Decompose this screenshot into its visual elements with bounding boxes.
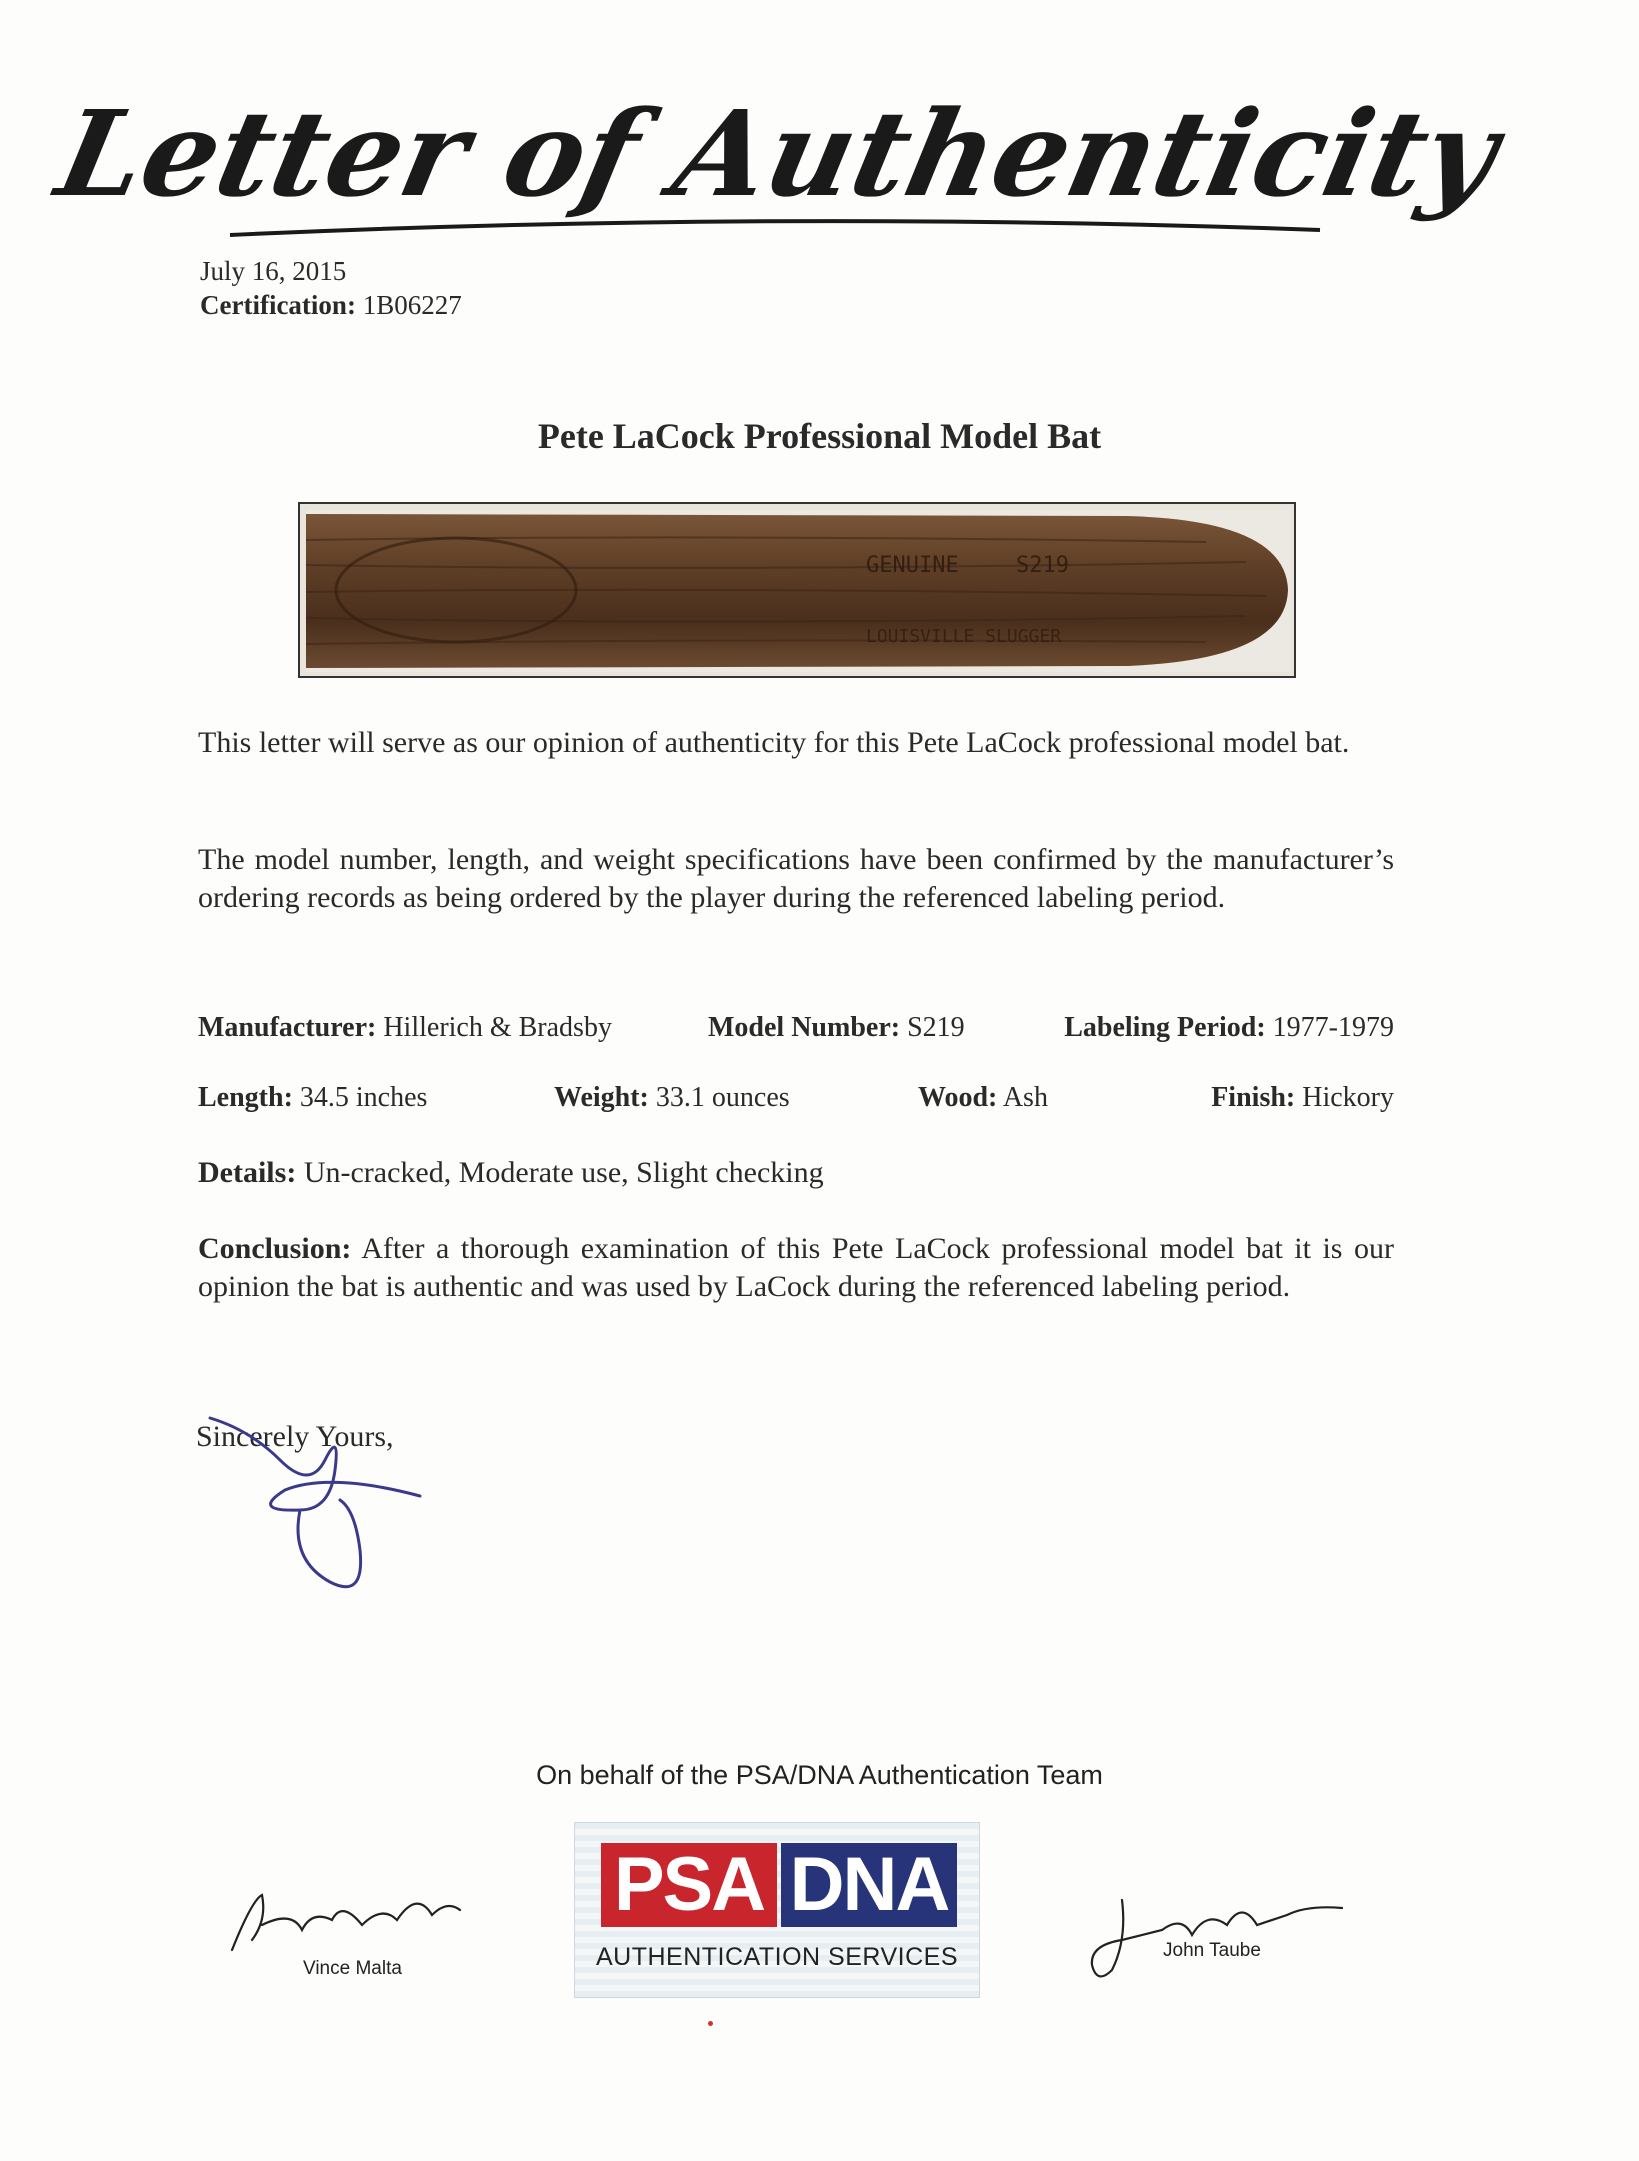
item-title: Pete LaCock Professional Model Bat <box>537 416 1102 456</box>
right-signer-name: John Taube <box>1163 1940 1261 1961</box>
details-line <box>198 1154 1394 1192</box>
certification-label: Certification: <box>200 290 356 320</box>
spec-weight: Weight: 33.1 ounces <box>554 1082 790 1113</box>
bat-photo <box>298 502 1296 678</box>
bat-stamp-brand: LOUISVILLE SLUGGER <box>866 626 1062 647</box>
bat-stamp-genuine: GENUINE <box>866 553 959 578</box>
psa-dna-logo <box>574 1822 980 1998</box>
left-signer-name: Vince Malta <box>303 1958 402 1979</box>
letter-heading-text: Letter of Authenticity <box>46 85 1510 224</box>
paragraph-confirmation: The model number, length, and weight specifications have been confirmed by the manufacturer’s ordering records as being ordered by the player during the referenced labeling period. <box>198 843 1394 914</box>
conclusion-label: Conclusion: <box>198 1232 352 1265</box>
spec-manufacturer: Manufacturer: Hillerich & Bradsby <box>198 1012 612 1043</box>
paragraph-opinion: This letter will serve as our opinion of authenticity for this Pete LaCock professional model bat. <box>198 726 1350 759</box>
closing-salutation: Sincerely Yours, <box>196 1420 394 1453</box>
spec-finish: Finish: Hickory <box>1211 1082 1394 1113</box>
bat-illustration <box>306 510 1290 672</box>
specs-row-2 <box>198 1082 1394 1122</box>
spec-length: Length: 34.5 inches <box>198 1082 428 1113</box>
dna-logo-text: DNA <box>781 1843 957 1927</box>
john-taube-signature <box>1082 1880 1352 1990</box>
spec-labeling-period: Labeling Period: 1977-1979 <box>1064 1012 1394 1043</box>
behalf-text: On behalf of the PSA/DNA Authentication Team <box>536 1760 1103 1790</box>
vince-malta-signature <box>222 1880 472 1960</box>
letter-date: July 16, 2015 <box>200 256 347 286</box>
logo-subtitle: AUTHENTICATION SERVICES <box>595 1943 958 1971</box>
spec-wood: Wood: Ash <box>918 1082 1048 1113</box>
specs-row-1 <box>198 1012 1394 1052</box>
main-signature <box>190 1400 450 1610</box>
letter-heading <box>46 60 1510 260</box>
ink-speck <box>708 2021 713 2026</box>
conclusion-paragraph <box>198 1230 1394 1306</box>
conclusion-value: After a thorough examination of this Pete LaCock professional model bat it is our opinion the bat is authentic and was used by LaCock during the referenced labeling period. <box>198 1232 1394 1303</box>
spec-model-number: Model Number: S219 <box>708 1012 965 1043</box>
details-value: Un-cracked, Moderate use, Slight checking <box>303 1156 824 1189</box>
certification-number: 1B06227 <box>362 290 462 320</box>
certification-line <box>200 290 462 321</box>
psa-logo-text: PSA <box>601 1843 777 1927</box>
details-label: Details: <box>198 1156 297 1189</box>
bat-stamp-model: S219 <box>1016 553 1069 578</box>
